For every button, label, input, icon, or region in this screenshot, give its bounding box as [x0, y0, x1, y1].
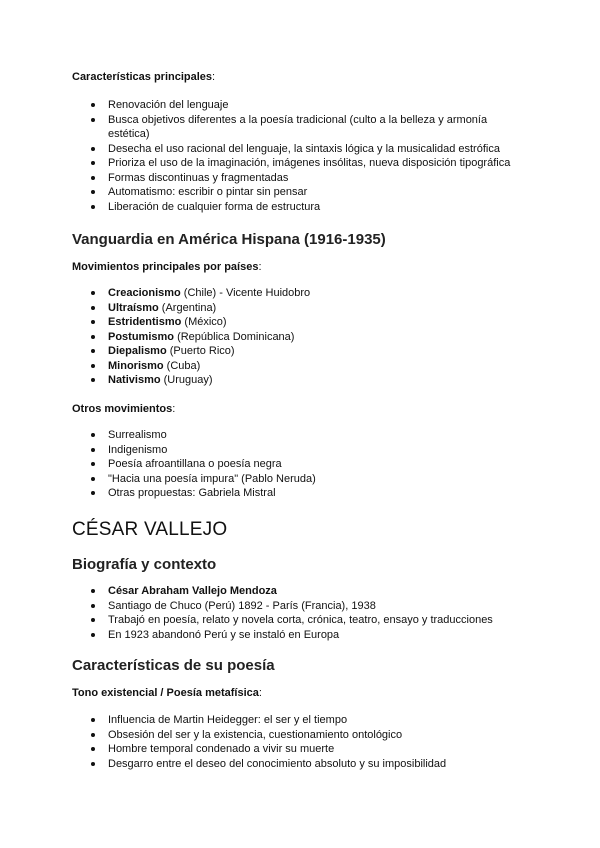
list-item: Ultraísmo (Argentina): [72, 301, 532, 316]
list-item: Desecha el uso racional del lenguaje, la sintaxis lógica y la musicalidad estrófica: [72, 142, 532, 157]
section-label-caracteristicas: Características principales:: [72, 71, 216, 83]
list-item: Creacionismo (Chile) - Vicente Huidobro: [72, 286, 532, 301]
list-item: Busca objetivos diferentes a la poesía tradicional (culto a la belleza y armonía estética): [72, 113, 532, 142]
list-item: Otras propuestas: Gabriela Mistral: [72, 486, 532, 501]
heading-vanguardia: Vanguardia en América Hispana (1916-1935): [72, 231, 386, 248]
list-otros: [72, 428, 532, 501]
list-item: Nativismo (Uruguay): [72, 373, 532, 388]
list-item: Obsesión del ser y la existencia, cuestionamiento ontológico: [72, 728, 532, 743]
list-item: Automatismo: escribir o pintar sin pensar: [72, 185, 532, 200]
section-label-movimientos: Movimientos principales por países:: [72, 261, 262, 273]
list-item: En 1923 abandonó Perú y se instaló en Europa: [72, 628, 532, 643]
list-item: Indigenismo: [72, 443, 532, 458]
list-item: Influencia de Martin Heidegger: el ser y el tiempo: [72, 713, 532, 728]
list-item: Minorismo (Cuba): [72, 359, 532, 374]
list-item: Desgarro entre el deseo del conocimiento absoluto y su imposibilidad: [72, 757, 532, 772]
heading-caracteristicas-poesia: Características de su poesía: [72, 657, 275, 674]
list-item: "Hacia una poesía impura" (Pablo Neruda): [72, 472, 532, 487]
heading-biografia: Biografía y contexto: [72, 556, 217, 573]
list-movimientos: [72, 286, 532, 388]
list-item: Diepalismo (Puerto Rico): [72, 344, 532, 359]
title-vallejo: CÉSAR VALLEJO: [72, 519, 228, 540]
list-item: Prioriza el uso de la imaginación, imágenes insólitas, nueva disposición tipográfica: [72, 156, 532, 171]
list-tono: [72, 713, 532, 771]
list-item: Formas discontinuas y fragmentadas: [72, 171, 532, 186]
list-item: Liberación de cualquier forma de estructura: [72, 200, 532, 215]
list-item: César Abraham Vallejo Mendoza: [72, 584, 532, 599]
list-biografia: [72, 584, 532, 642]
section-label-otros: Otros movimientos:: [72, 403, 176, 415]
list-item: Hombre temporal condenado a vivir su muerte: [72, 742, 532, 757]
list-item: Santiago de Chuco (Perú) 1892 - París (Francia), 1938: [72, 599, 532, 614]
list-item: Poesía afroantillana o poesía negra: [72, 457, 532, 472]
list-item: Postumismo (República Dominicana): [72, 330, 532, 345]
list-item: Surrealismo: [72, 428, 532, 443]
list-caracteristicas: [72, 98, 532, 214]
list-item: Estridentismo (México): [72, 315, 532, 330]
list-item: Renovación del lenguaje: [72, 98, 532, 113]
list-item: Trabajó en poesía, relato y novela corta, crónica, teatro, ensayo y traducciones: [72, 613, 532, 628]
section-label-tono: Tono existencial / Poesía metafísica:: [72, 687, 262, 699]
